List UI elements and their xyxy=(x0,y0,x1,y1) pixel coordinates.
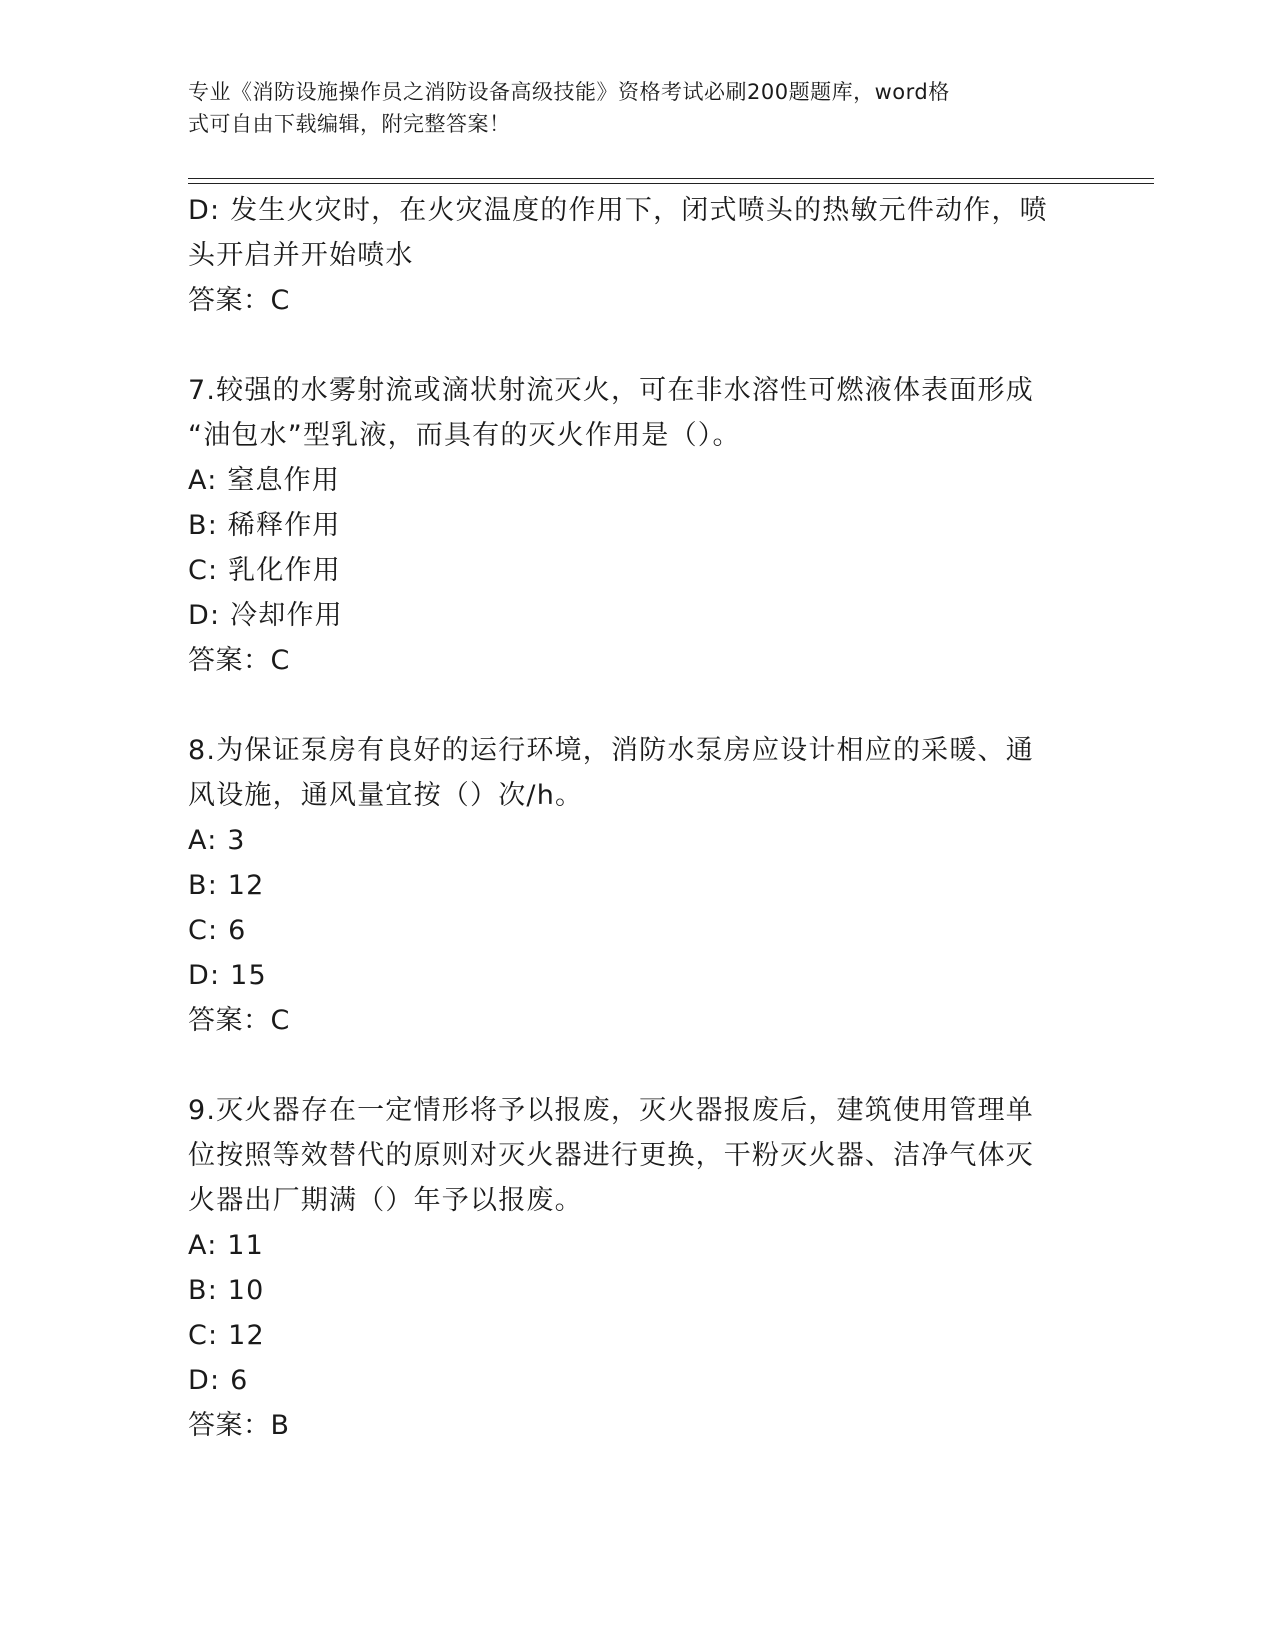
question-8 xyxy=(188,728,1068,1043)
question-stem-line: 7.较强的水雾射流或滴状射流灭火，可在非水溶性可燃液体表面形成 xyxy=(188,375,1034,406)
option-a: A: 3 xyxy=(188,825,246,856)
option-d: D: 6 xyxy=(188,1365,249,1396)
question-stem-line: 风设施，通风量宜按（）次/h。 xyxy=(188,780,584,811)
option-b: B: 12 xyxy=(188,870,265,901)
document-header xyxy=(188,76,1068,140)
answer-label: 答案：B xyxy=(188,1410,290,1441)
spacer xyxy=(188,683,1068,728)
question-stem-line: “油包水”型乳液，而具有的灭火作用是（）。 xyxy=(188,420,741,451)
question-stem-line: 位按照等效替代的原则对灭火器进行更换，干粉灭火器、洁净气体灭 xyxy=(188,1140,1034,1171)
spacer xyxy=(188,1043,1068,1088)
spacer xyxy=(188,323,1068,368)
header-title-line-2: 式可自由下载编辑，附完整答案！ xyxy=(188,112,511,136)
question-7 xyxy=(188,368,1068,683)
question-content xyxy=(188,188,1068,1448)
question-9 xyxy=(188,1088,1068,1448)
option-a: A: 窒息作用 xyxy=(188,465,341,496)
question-stem-line: 火器出厂期满（）年予以报废。 xyxy=(188,1185,583,1216)
option-b: B: 10 xyxy=(188,1275,265,1306)
answer-label: 答案：C xyxy=(188,285,290,316)
header-divider-bottom xyxy=(188,183,1154,184)
header-divider-top xyxy=(188,178,1154,179)
option-c: C: 6 xyxy=(188,915,247,946)
question-stem-line: 9.灭火器存在一定情形将予以报废，灭火器报废后，建筑使用管理单 xyxy=(188,1095,1034,1126)
option-d: D: 冷却作用 xyxy=(188,600,343,631)
option-c: C: 乳化作用 xyxy=(188,555,341,586)
option-b: B: 稀释作用 xyxy=(188,510,341,541)
answer-label: 答案：C xyxy=(188,1005,290,1036)
question-6-fragment xyxy=(188,188,1068,323)
option-d-line-1: D: 发生火灾时，在火灾温度的作用下，闭式喷头的热敏元件动作，喷 xyxy=(188,195,1048,226)
option-d-line-2: 头开启并开始喷水 xyxy=(188,240,414,271)
option-d: D: 15 xyxy=(188,960,267,991)
answer-label: 答案：C xyxy=(188,645,290,676)
option-a: A: 11 xyxy=(188,1230,265,1261)
question-stem-line: 8.为保证泵房有良好的运行环境，消防水泵房应设计相应的采暖、通 xyxy=(188,735,1034,766)
header-title-line-1: 专业《消防设施操作员之消防设备高级技能》资格考试必刷200题题库，word格 xyxy=(188,80,950,104)
option-c: C: 12 xyxy=(188,1320,265,1351)
